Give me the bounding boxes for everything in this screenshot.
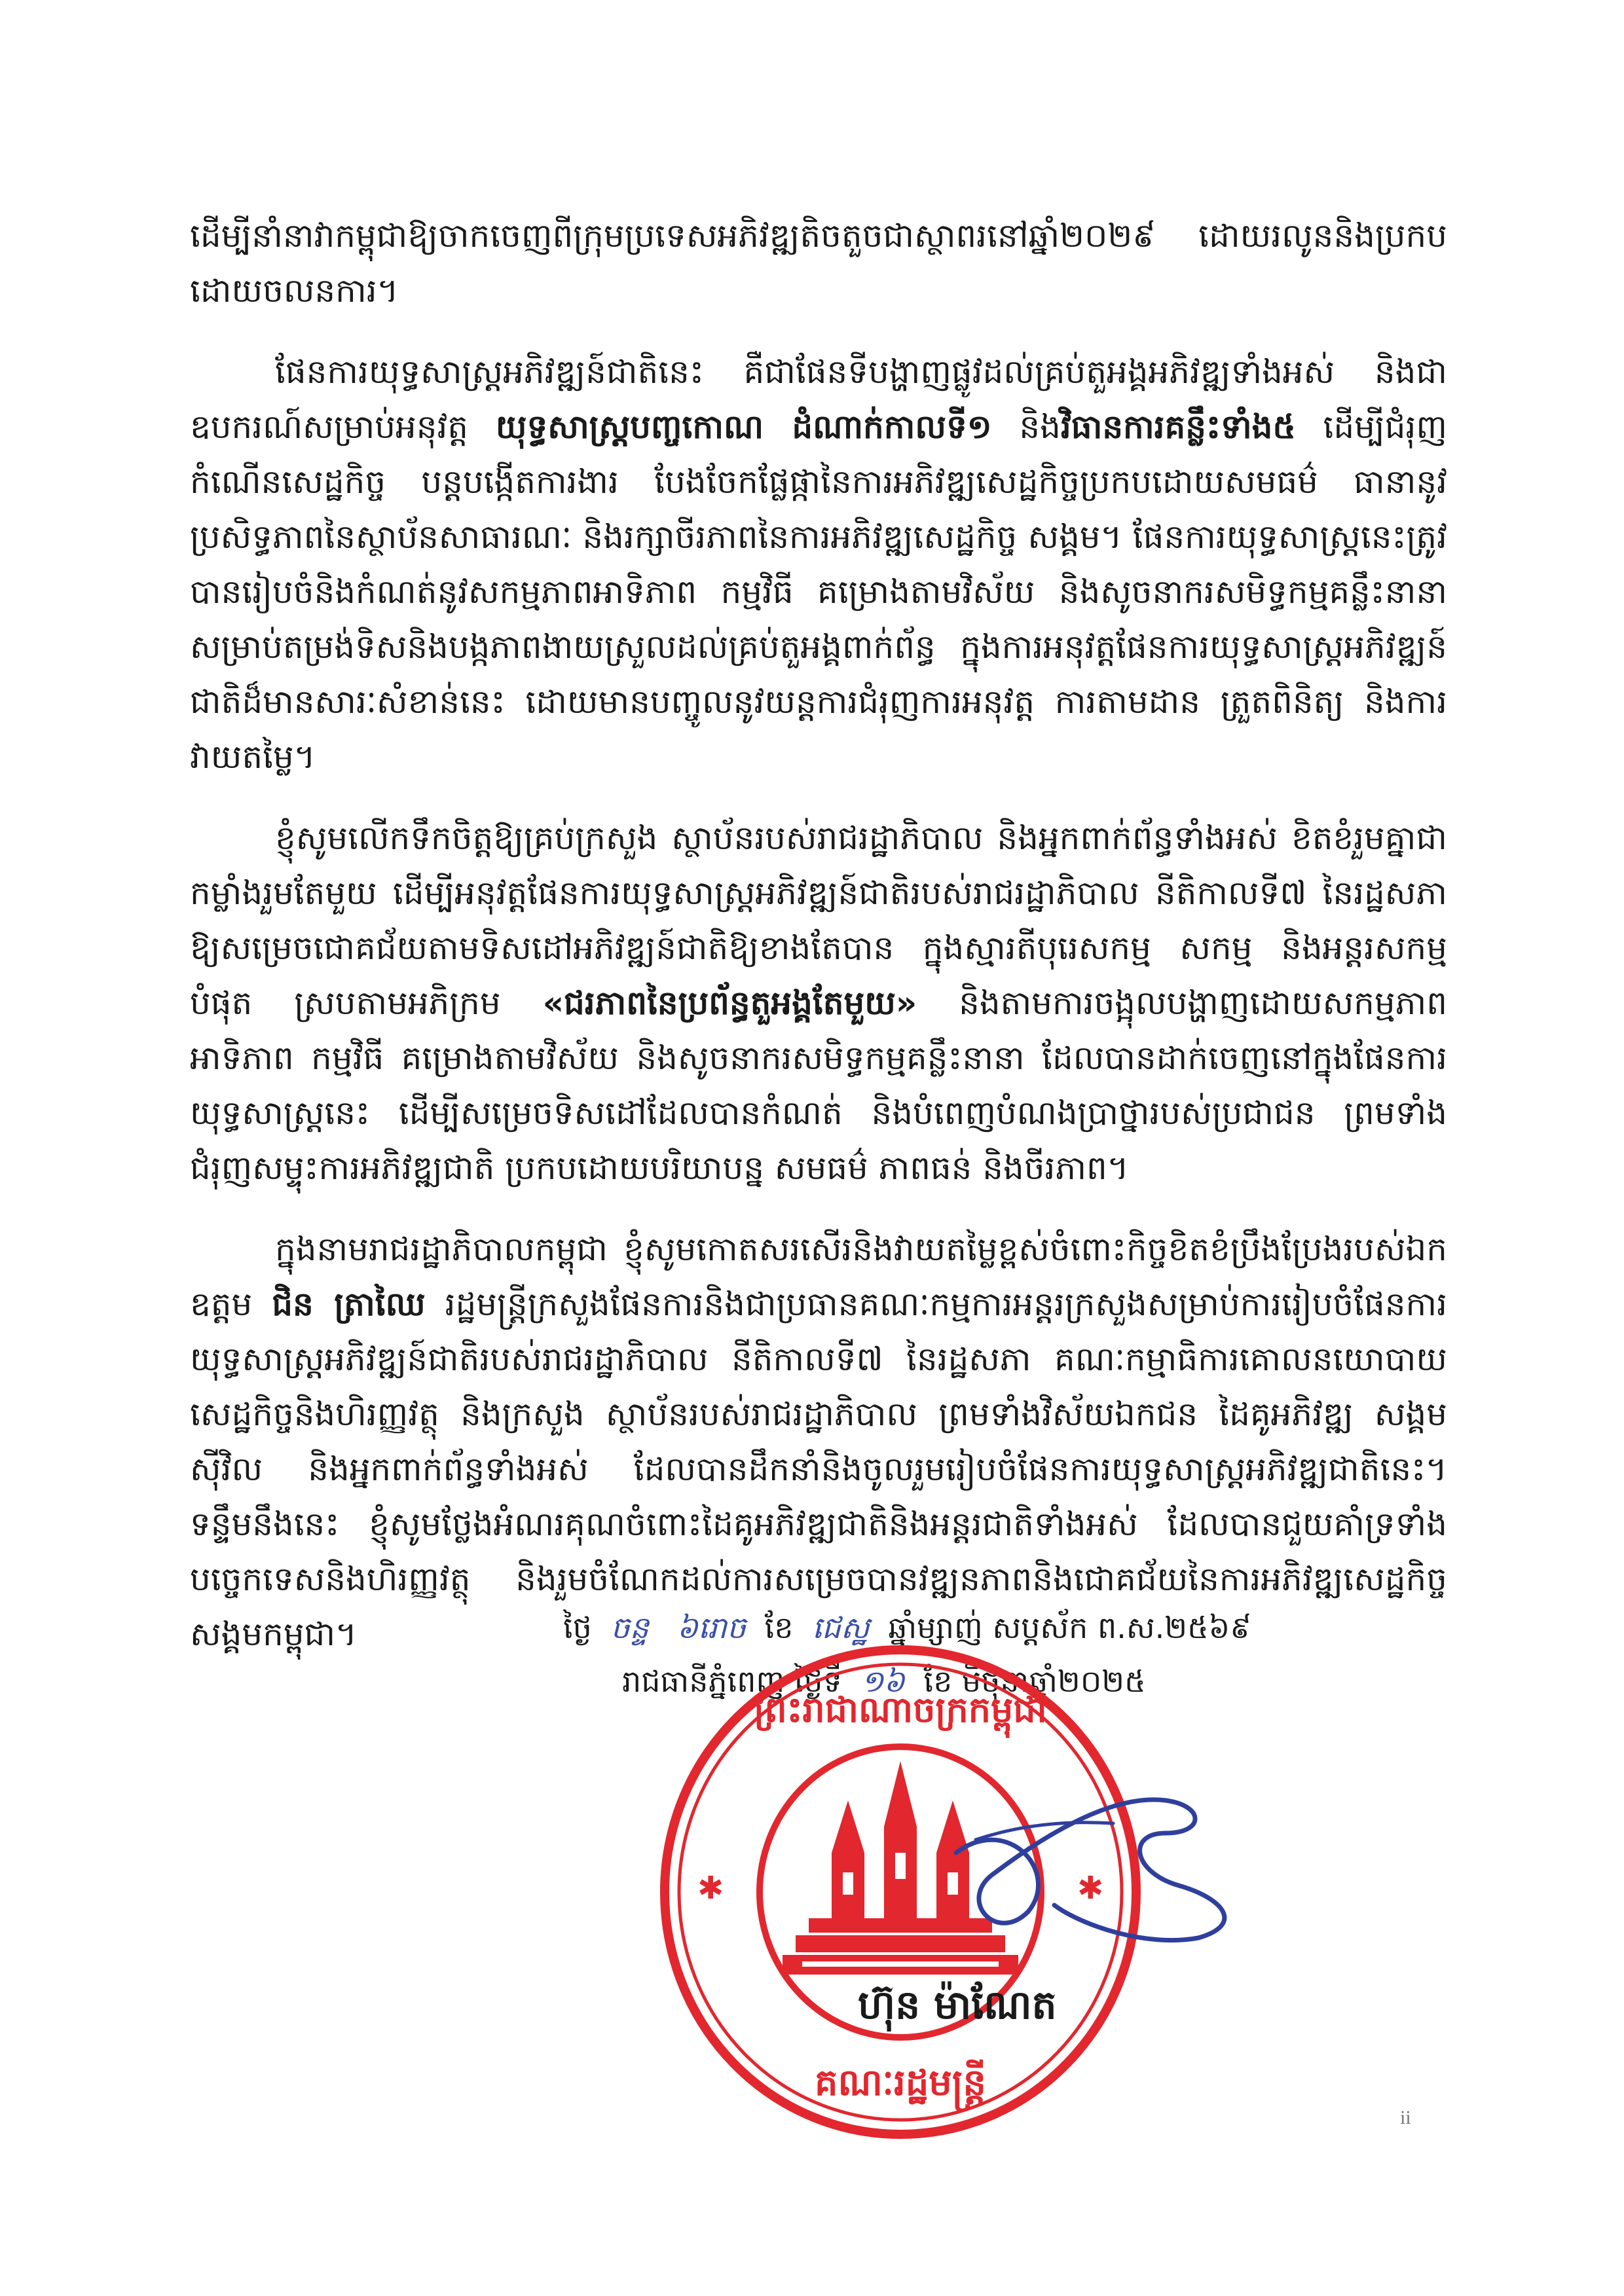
paragraph-acknowledgement <box>190 1222 1447 1662</box>
paragraph-text: រដ្ឋមន្ត្រីក្រសួងផែនការនិងជាប្រធានគណៈកម្មការអន្តរក្រសួងសម្រាប់ការរៀបចំផែនការយុទ្ធសាស្ត្រអភិវឌ្ឍន៍ជាតិរបស់រាជរដ្ឋាភិបាល នីតិកាលទី៧ នៃរដ្ឋសភា គណៈកម្មាធិការគោលនយោបាយសេដ្ឋកិច្ចនិងហិរញ្ញវត្ថុ និងក្រសួង ស្ថាប័នរបស់រាជរដ្ឋាភិបាល ព្រមទាំងវិស័យឯកជន ដៃគូអភិវឌ្ឍ សង្គមស៊ីវិល និងអ្នកពាក់ព័ន្ធទាំងអស់ ដែលបានដឹកនាំនិងចូលរួមរៀបចំផែនការយុទ្ធសាស្ត្រអភិវឌ្ឍជាតិនេះ។ ទន្ទឹមនឹងនេះ ខ្ញុំសូមថ្លែងអំណរគុណចំពោះដៃគូអភិវឌ្ឍជាតិនិងអន្តរជាតិទាំងអស់ ដែលបានជួយគាំទ្រទាំងបច្ចេកទេសនិងហិរញ្ញវត្ថុ និងរួមចំណែកដល់ការសម្រេចបានវឌ្ឍនភាពនិងជោគជ័យនៃការអភិវឌ្ឍសេដ្ឋកិច្ច សង្គមកម្ពុជា។ <box>190 1285 1447 1653</box>
gregorian-month-year: មិថុនាឆ្នាំ២០២៥ <box>961 1664 1146 1699</box>
minister-name: ជិន ត្រាឈៃ <box>272 1285 426 1323</box>
key-measures-term: វិធានការគន្លឹះទាំង៥ <box>1060 408 1296 446</box>
paragraph-strategic-plan <box>190 344 1447 784</box>
date-prefix: ថ្ងៃ <box>563 1610 592 1645</box>
handwritten-lunar-day: ៦រោច <box>676 1610 747 1645</box>
month-label: ខែ <box>764 1610 794 1645</box>
paragraph-text: ផែនការយុទ្ធសាស្ត្រអភិវឌ្ឍន៍ជាតិនេះ គឺជាផែនទីបង្ហាញផ្លូវដល់គ្រប់តួអង្គអភិវឌ្ឍទាំងអស់ និងជាឧបករណ៍សម្រាប់អនុវត្ត <box>190 353 1447 446</box>
seal-bottom-text: គណៈរដ្ឋមន្ត្រី <box>814 2062 987 2104</box>
month-label: ខែ <box>923 1664 953 1699</box>
paragraph-text: ដើម្បីជំរុញកំណើនសេដ្ឋកិច្ច បន្តបង្កើតការងារ បែងចែកផ្លែផ្កានៃការអភិវឌ្ឍសេដ្ឋកិច្ចប្រកបដោយសមធម៌ ធានានូវប្រសិទ្ធភាពនៃស្ថាប័នសាធារណៈ និងរក្សាចីរភាពនៃការអភិវឌ្ឍសេដ្ឋកិច្ច សង្គម។ ផែនការយុទ្ធសាស្ត្រនេះត្រូវបានរៀបចំនិងកំណត់នូវសកម្មភាពអាទិភាព កម្មវិធី គម្រោងតាមវិស័យ និងសូចនាករសមិទ្ធកម្មគន្លឹះនានា សម្រាប់តម្រង់ទិសនិងបង្កភាពងាយស្រួលដល់គ្រប់តួអង្គពាក់ព័ន្ធ ក្នុងការអនុវត្តផែនការយុទ្ធសាស្ត្រអភិវឌ្ឍន៍ជាតិដ៏មានសារៈសំខាន់នេះ ដោយមានបញ្ចូលនូវយន្តការជំរុញការអនុវត្ត ការតាមដាន ត្រួតពិនិត្យ និងការវាយតម្លៃ។ <box>190 408 1447 776</box>
handwritten-day: ១៦ <box>860 1664 905 1699</box>
signer-name: ហ៊ុន ម៉ាណែត <box>858 1982 1057 2028</box>
paragraph-continuation <box>190 208 1447 318</box>
buddhist-era-year: ឆ្នាំម្សាញ់ សប្តស័ក ព.ស.២៥៦៩ <box>888 1610 1251 1645</box>
svg-text:✱: ✱ <box>697 1870 724 1906</box>
handwritten-lunar-month: ជេស្ឋ <box>812 1610 870 1645</box>
paragraph-text: និងតាមការចង្អុលបង្ហាញដោយសកម្មភាពអាទិភាព កម្មវិធី គម្រោងតាមវិស័យ និងសូចនាករសមិទ្ធកម្មគន្លឹះនានា ដែលបានដាក់ចេញនៅក្នុងផែនការយុទ្ធសាស្ត្រនេះ ដើម្បីសម្រេចទិសដៅដែលបានកំណត់ និងបំពេញបំណងប្រាថ្នារបស់ប្រជាជន ព្រមទាំងជំរុញសម្ទុះការអភិវឌ្ឍជាតិ ប្រកបដោយបរិយាបន្ន សមធម៌ ភាពធន់ និងចីរភាព។ <box>190 984 1447 1187</box>
paragraph-text: ក្នុងនាមរាជរដ្ឋាភិបាលកម្ពុជា ខ្ញុំសូមកោតសរសើរនិងវាយតម្លៃខ្ពស់ចំពោះកិច្ចខិតខំប្រឹងប្រែងរបស់ឯកឧត្តម <box>190 1230 1447 1323</box>
approach-term: «ជរភាពនៃប្រព័ន្ធតួអង្គតែមួយ» <box>542 984 917 1022</box>
svg-text:✱: ✱ <box>1077 1870 1104 1906</box>
location-and-day-prefix: រាជធានីភ្នំពេញ ថ្ងៃទី <box>622 1664 842 1699</box>
page-number: ii <box>1400 2107 1411 2128</box>
pentagonal-strategy-term: យុទ្ធសាស្ត្របញ្ចកោណ ដំណាក់កាលទី១ <box>495 408 992 446</box>
handwritten-signature <box>917 1755 1257 1951</box>
handwritten-weekday: ចន្ទ <box>610 1610 649 1645</box>
paragraph-encouragement <box>190 811 1447 1195</box>
letter-body <box>190 208 1447 1688</box>
paragraph-text: និង <box>991 408 1061 446</box>
seal-top-text: ព្រះរាជាណាចក្រកម្ពុជា <box>754 1689 1047 1730</box>
paragraph-text: ដើម្បីនាំនាវាកម្ពុជាឱ្យចាកចេញពីក្រុមប្រទេសអភិវឌ្ឍតិចតួចជាស្ថាពរនៅឆ្នាំ២០២៩ ដោយរលូននិងប្រកបដោយចលនការ។ <box>190 217 1447 310</box>
paragraph-text: ខ្ញុំសូមលើកទឹកចិត្តឱ្យគ្រប់ក្រសួង ស្ថាប័នរបស់រាជរដ្ឋាភិបាល និងអ្នកពាក់ព័ន្ធទាំងអស់ ខិតខំរួមគ្នាជាកម្លាំងរួមតែមួយ ដើម្បីអនុវត្តផែនការយុទ្ធសាស្ត្រអភិវឌ្ឍន៍ជាតិរបស់រាជរដ្ឋាភិបាល នីតិកាលទី៧ នៃរដ្ឋសភា ឱ្យសម្រេចជោគជ័យតាមទិសដៅអភិវឌ្ឍន៍ជាតិឱ្យខាងតែបាន ក្នុងស្មារតីបុរេសកម្ម សកម្ម និងអន្តរសកម្មបំផុត ស្របតាមអភិក្រម <box>190 819 1447 1022</box>
